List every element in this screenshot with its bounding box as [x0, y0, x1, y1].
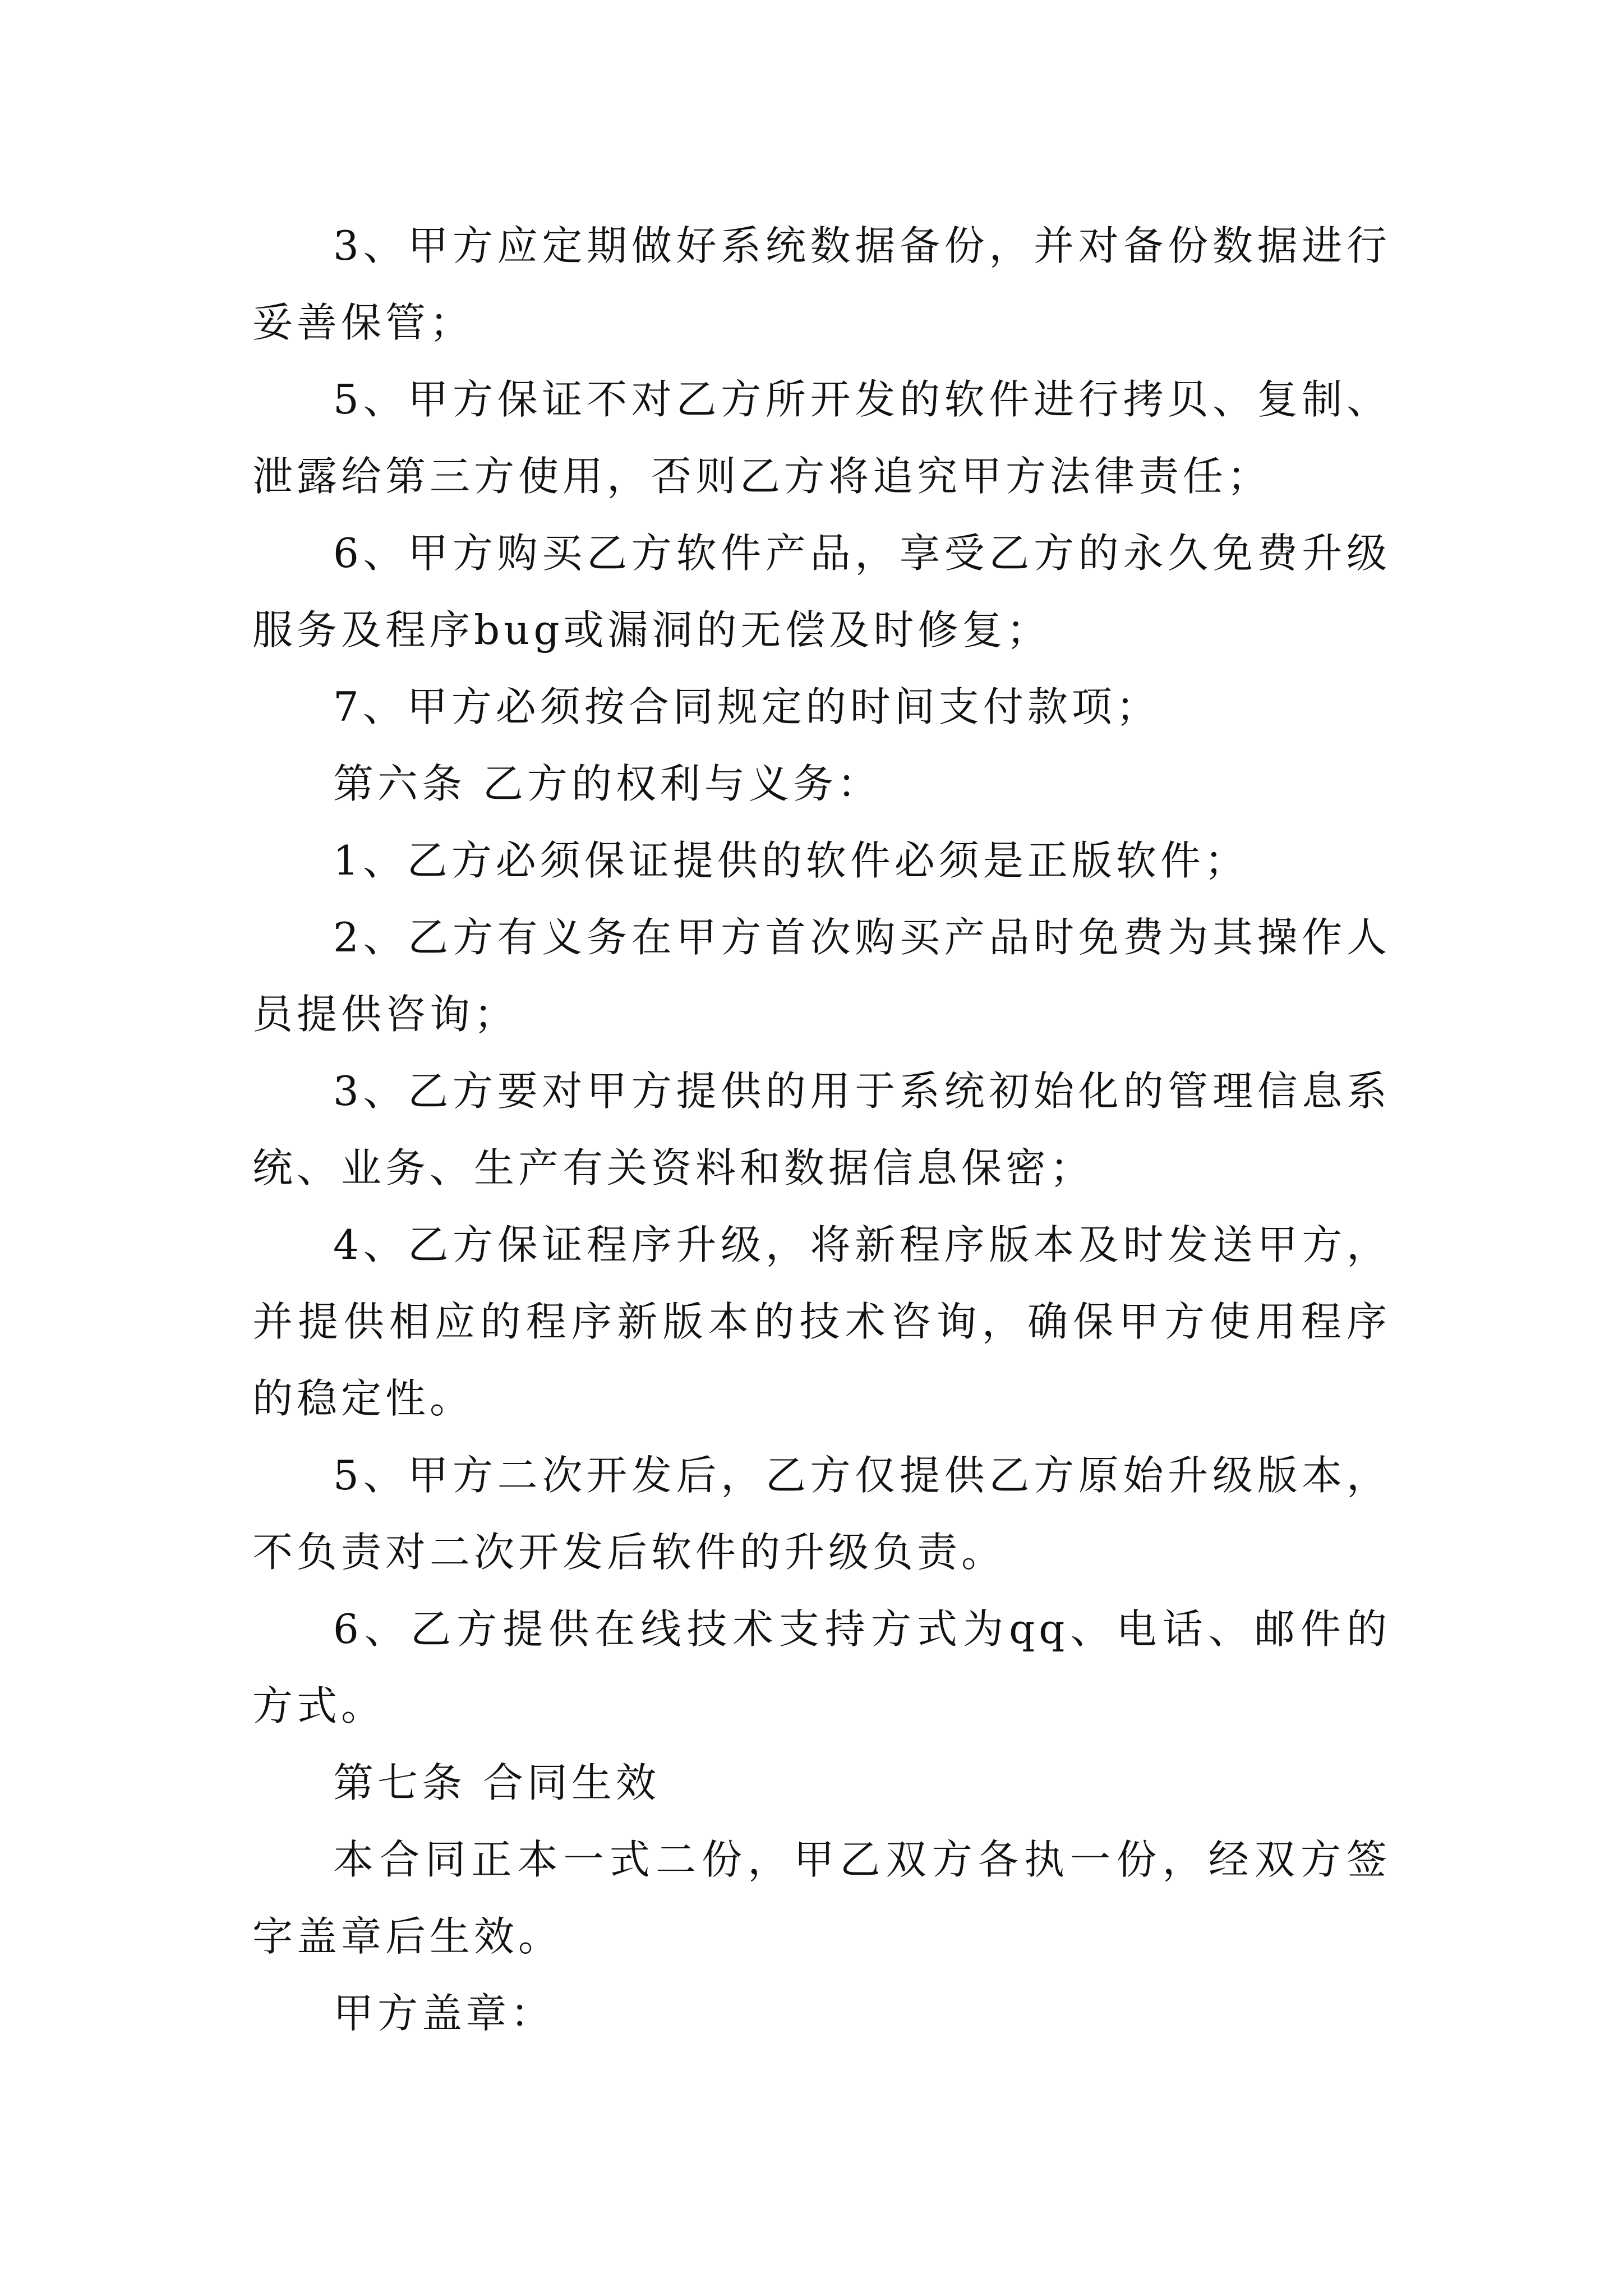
paragraph-party-a-upgrades: 6、甲方购买乙方软件产品，享受乙方的永久免费升级服务及程序bug或漏洞的无偿及时修复；	[252, 530, 1391, 654]
paragraph-party-b-genuine-software: 1、乙方必须保证提供的软件必须是正版软件；	[333, 837, 1249, 884]
party-a-seal-label: 甲方盖章：	[333, 1990, 555, 2037]
paragraph-contract-effective: 本合同正本一式二份，甲乙双方各执一份，经双方签字盖章后生效。	[252, 1836, 1391, 1960]
paragraph-party-a-payment: 7、甲方必须按合同规定的时间支付款项；	[333, 683, 1160, 730]
paragraph-party-b-support: 6、乙方提供在线技术支持方式为qq、电话、邮件的方式。	[252, 1605, 1391, 1729]
section-heading-article-7: 第七条 合同生效	[333, 1759, 660, 1806]
paragraph-party-b-consulting: 2、乙方有义务在甲方首次购买产品时免费为其操作人员提供咨询；	[252, 914, 1391, 1038]
paragraph-party-a-backup: 3、甲方应定期做好系统数据备份，并对备份数据进行妥善保管；	[252, 222, 1391, 346]
paragraph-party-b-secondary-dev: 5、甲方二次开发后，乙方仅提供乙方原始升级版本，不负责对二次开发后软件的升级负责。	[252, 1452, 1391, 1576]
document-body	[252, 208, 1391, 2052]
paragraph-party-b-upgrades: 4、乙方保证程序升级，将新程序版本及时发送甲方，并提供相应的程序新版本的技术咨询，确保甲方使用程序的稳定性。	[252, 1221, 1391, 1422]
section-heading-article-6: 第六条 乙方的权利与义务：	[333, 760, 882, 807]
paragraph-party-a-no-copy: 5、甲方保证不对乙方所开发的软件进行拷贝、复制、泄露给第三方使用，否则乙方将追究甲方法律责任；	[252, 376, 1391, 500]
paragraph-party-b-confidentiality: 3、乙方要对甲方提供的用于系统初始化的管理信息系统、业务、生产有关资料和数据信息保密；	[252, 1068, 1391, 1191]
